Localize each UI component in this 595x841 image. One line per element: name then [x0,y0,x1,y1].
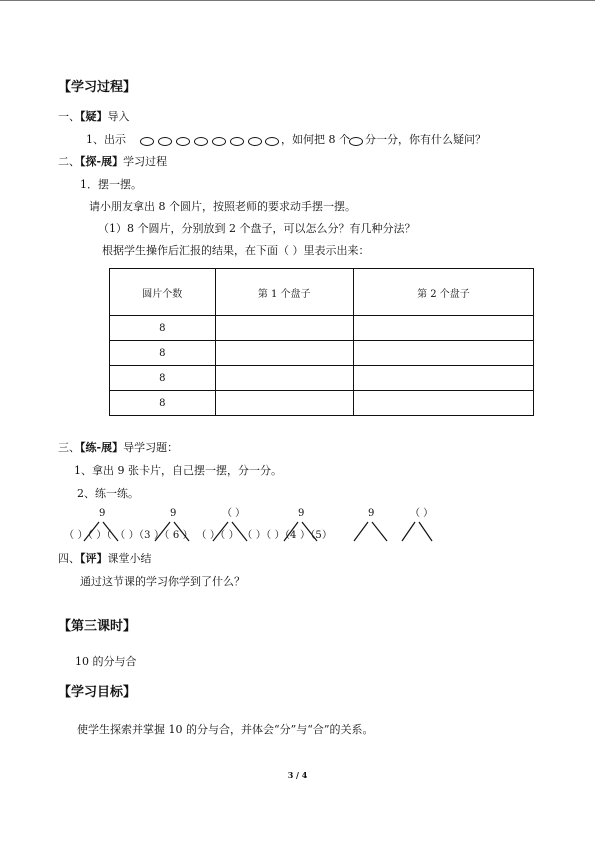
table-cell [215,366,353,391]
part4-question: 通过这节课的学习你学到了什么？ [80,575,245,588]
part4-heading: 四、【评】课堂小结 [58,552,152,565]
part1-line-mid: ，如何把 8 个 [281,133,350,146]
table-cell [353,316,533,341]
decompose-top-number: 9 [368,508,375,519]
table-header-cell: 第 1 个盘子 [215,269,353,316]
branch-line [354,522,368,541]
section-title-learning-process: 【学习过程】 [58,80,137,95]
table-cell: 8 [110,341,216,366]
oval-shape [140,137,154,146]
table-row [110,391,534,416]
part1-line-start: 1、出示 [86,133,126,146]
section-title-learning-goals: 【学习目标】 [58,685,137,700]
oval-shape [248,137,262,146]
oval-shape [265,137,279,146]
table-row [110,341,534,366]
table-row [110,366,534,391]
table-cell [353,366,533,391]
table-row [110,316,534,341]
lesson-topic: 10 的分与合 [75,655,137,668]
oval-shape-inline [349,137,363,146]
table-cell [215,316,353,341]
part3-heading: 三、【练-展】导学习题： [58,441,179,454]
oval-shape [176,137,190,146]
part2-heading: 二、【探-展】学习过程 [58,155,168,168]
table-cell [353,341,533,366]
table-header-cell: 圆片个数 [110,269,216,316]
decompose-top-blank: （ ） [410,508,434,519]
table-cell: 8 [110,316,216,341]
part2-para2: （1）8 个圆片，分别放到 2 个盘子，可以怎么分？有几种分法？ [98,222,416,235]
branch-line [372,522,387,541]
plate-distribution-table [109,268,534,416]
part3-item1: 1、拿出 9 张卡片，自己摆一摆，分一分。 [74,464,282,477]
part2-step1: 1．摆一摆。 [80,178,142,191]
oval-shape [158,137,172,146]
decompose-top-number: 9 [170,508,177,519]
table-cell [215,391,353,416]
oval-shape [212,137,226,146]
part1-line-end: 分一分，你有什么疑问？ [365,133,486,146]
table-header-cell: 第 2 个盘子 [353,269,533,316]
decompose-top-number: 9 [99,508,106,519]
decompose-top-number: 9 [298,508,305,519]
branch-line [419,522,432,541]
page-number: 3 / 4 [287,770,308,780]
part2-para3: 根据学生操作后汇报的结果，在下面（ ）里表示出来： [102,244,370,257]
table-cell [353,391,533,416]
table-cell: 8 [110,366,216,391]
decompose-bottom-row: （ ）（ ）（ （ ）（3 ）（ 6 ） （ ）（ ） （ ）（ ）（4 ）（5） [64,530,333,541]
learning-goal-text: 使学生探索并掌握 10 的分与合，并体会“分”与“合”的关系。 [77,723,374,736]
section-title-third-lesson: 【第三课时】 [58,619,137,634]
decompose-top-blank: （ ） [222,508,246,519]
table-header-row [110,269,534,316]
part3-item2: 2、练一练。 [77,487,139,500]
branch-line [402,522,415,541]
table-cell: 8 [110,391,216,416]
part1-heading: 一、【疑】导入 [58,110,130,123]
table-cell [215,341,353,366]
oval-shape [230,137,244,146]
oval-shape [194,137,208,146]
decompose-branch-lines [0,500,595,550]
part2-para1: 请小朋友拿出 8 个圆片，按照老师的要求动手摆一摆。 [89,200,356,213]
page-top-border [0,0,595,1]
